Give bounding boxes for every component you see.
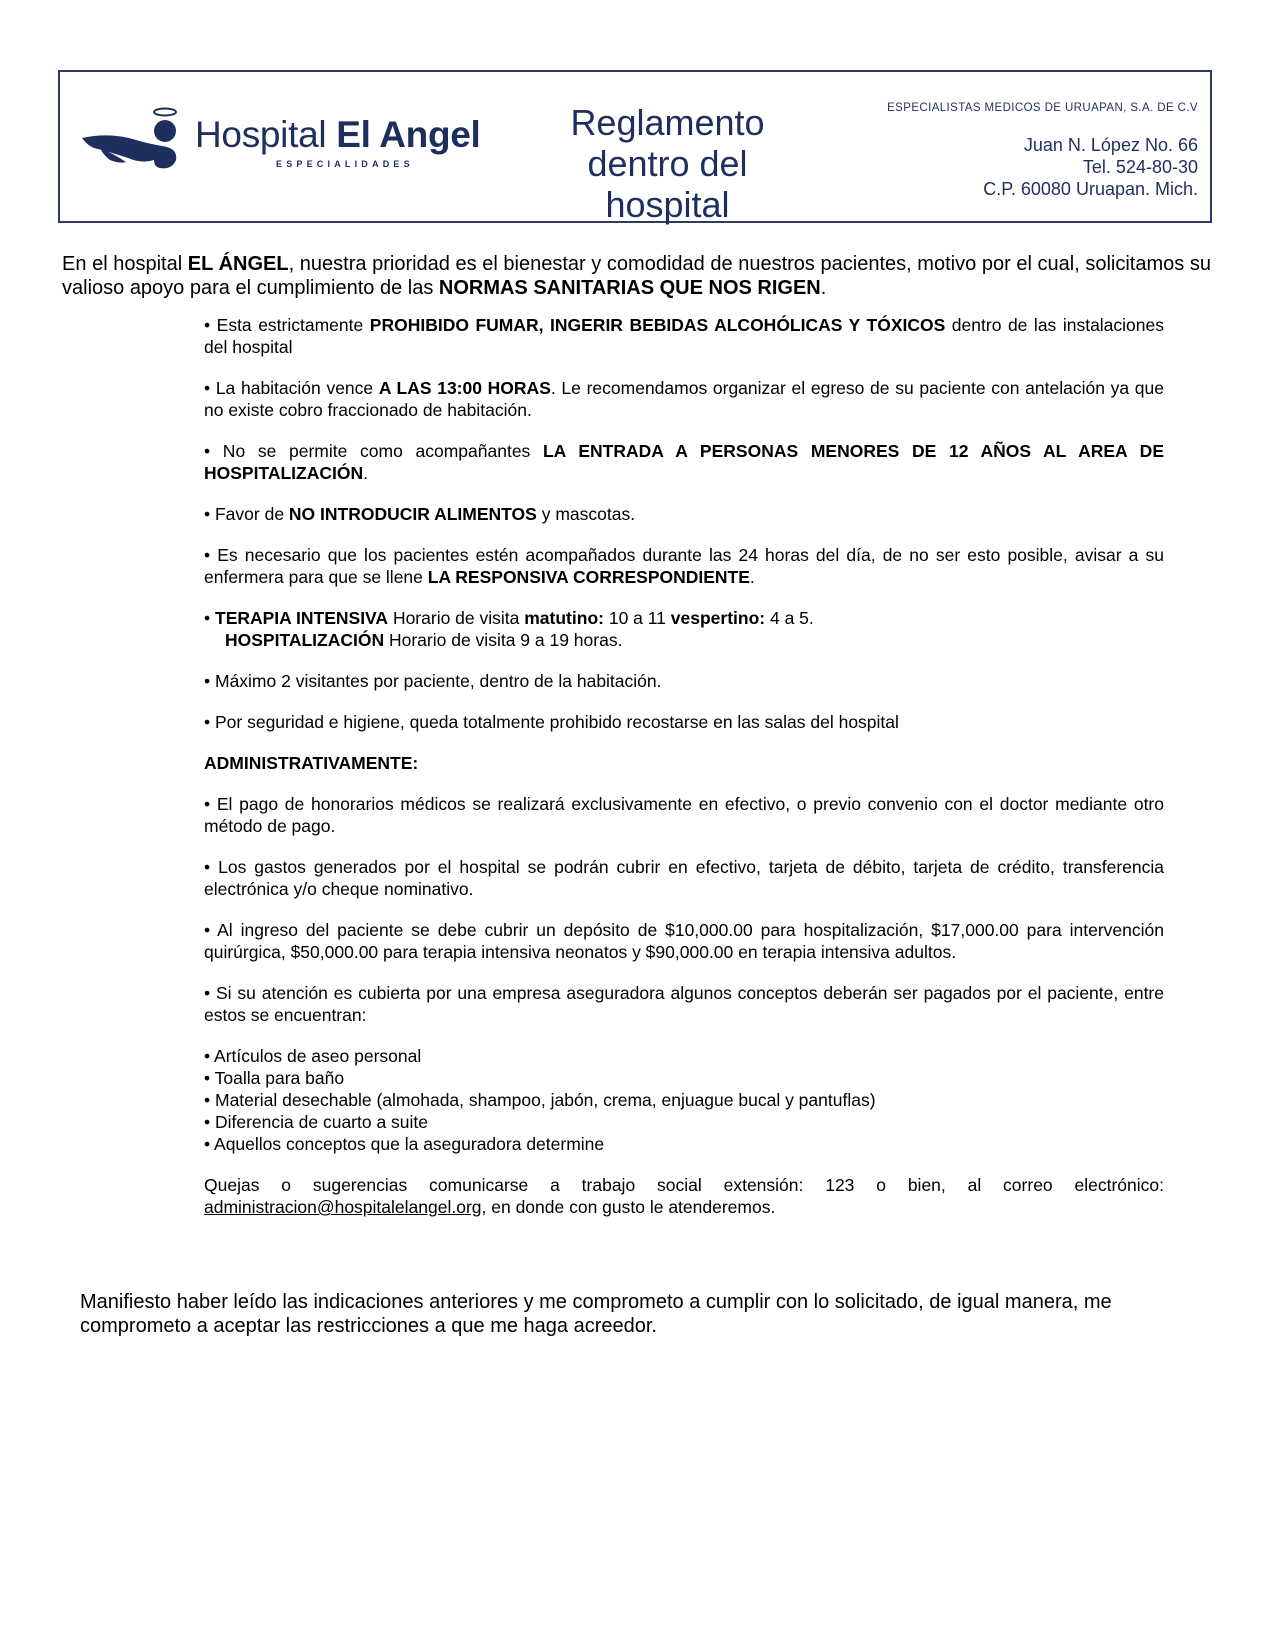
letterhead <box>58 70 1212 223</box>
insurance-items-list <box>204 1045 1164 1155</box>
company-name: ESPECIALISTAS MEDICOS DE URUAPAN, S.A. DE C.V <box>887 102 1198 114</box>
angel-wing-icon <box>80 104 190 174</box>
rule-no-food: • Favor de NO INTRODUCIR ALIMENTOS y mascotas. <box>204 504 636 524</box>
rule-room-checkout: • La habitación vence A LAS 13:00 HORAS. Le recomendamos organizar el egreso de su paciente con antelación ya que no existe cobro fraccionado de habitación. <box>204 378 1164 420</box>
intro-paragraph: En el hospital EL ÁNGEL, nuestra prioridad es el bienestar y comodidad de nuestros pacientes, motivo por el cual, solicitamos su valioso apoyo para el cumplimiento de las NORMAS SANITARIAS QUE NOS RIGEN. <box>62 253 1212 299</box>
document-title: Reglamento dentro del hospital <box>570 102 765 225</box>
rule-no-smoking: • Esta estrictamente PROHIBIDO FUMAR, INGERIR BEBIDAS ALCOHÓLICAS Y TÓXICOS dentro de las instalaciones del hospital <box>204 315 1165 357</box>
list-item: • Toalla para baño <box>204 1068 345 1088</box>
rule-no-lying: • Por seguridad e higiene, queda totalmente prohibido recostarse en las salas del hospital <box>204 712 899 732</box>
list-item: • Diferencia de cuarto a suite <box>204 1112 429 1132</box>
admin-deposit: • Al ingreso del paciente se debe cubrir un depósito de $10,000.00 para hospitalización, $17,000.00 para intervención quirúrgica, $50,000.00 para terapia intensiva neonatos y $90,000.00 en terapia intensiva adultos. <box>204 920 1164 962</box>
contact-paragraph: Quejas o sugerencias comunicarse a trabajo social extensión: 123 o bien, al correo electrónico: administracion@hospitalelangel.org, en donde con gusto le atenderemos. <box>204 1175 1164 1217</box>
admin-insurance: • Si su atención es cubierta por una empresa aseguradora algunos conceptos deberán ser pagados por el paciente, entre estos se encuentran: <box>204 983 1164 1025</box>
list-item: • Material desechable (almohada, shampoo, jabón, crema, enjuague bucal y pantuflas) <box>204 1090 876 1110</box>
rule-companion: • Es necesario que los pacientes estén acompañados durante las 24 horas del día, de no ser esto posible, avisar a su enfermera para que se llene LA RESPONSIVA CORRESPONDIENTE. <box>204 545 1164 587</box>
rule-visiting-hours: • TERAPIA INTENSIVA Horario de visita matutino: 10 a 11 vespertino: 4 a 5. HOSPITALIZACIÓN Horario de visita 9 a 19 horas. <box>204 608 814 650</box>
company-address: Juan N. López No. 66 Tel. 524-80-30 C.P. 60080 Uruapan. Mich. <box>983 135 1198 199</box>
admin-medical-fees: • El pago de honorarios médicos se realizará exclusivamente en efectivo, o previo convenio con el doctor mediante otro método de pago. <box>204 794 1164 836</box>
closing-statement: Manifiesto haber leído las indicaciones anteriores y me comprometo a cumplir con lo solicitado, de igual manera, me comprometo a aceptar las restricciones a que me haga acreedor. <box>80 1291 1112 1337</box>
logo-subtitle: ESPECIALIDADES <box>276 159 414 169</box>
admin-payment-methods: • Los gastos generados por el hospital se podrán cubrir en efectivo, tarjeta de débito, tarjeta de crédito, transferencia electrónica y/o cheque nominativo. <box>204 857 1164 899</box>
hospital-logo <box>80 104 510 174</box>
logo-wordmark: Hospital El Angel <box>195 114 481 155</box>
admin-heading: ADMINISTRATIVAMENTE: <box>204 753 419 773</box>
list-item: • Aquellos conceptos que la aseguradora determine <box>204 1134 605 1154</box>
rules-list <box>204 314 1164 1218</box>
rule-max-visitors: • Máximo 2 visitantes por paciente, dentro de la habitación. <box>204 671 662 691</box>
email-link[interactable]: administracion@hospitalelangel.org <box>204 1197 482 1217</box>
rule-minors: • No se permite como acompañantes LA ENTRADA A PERSONAS MENORES DE 12 AÑOS AL AREA DE HOSPITALIZACIÓN. <box>204 441 1164 483</box>
list-item: • Artículos de aseo personal <box>204 1046 422 1066</box>
